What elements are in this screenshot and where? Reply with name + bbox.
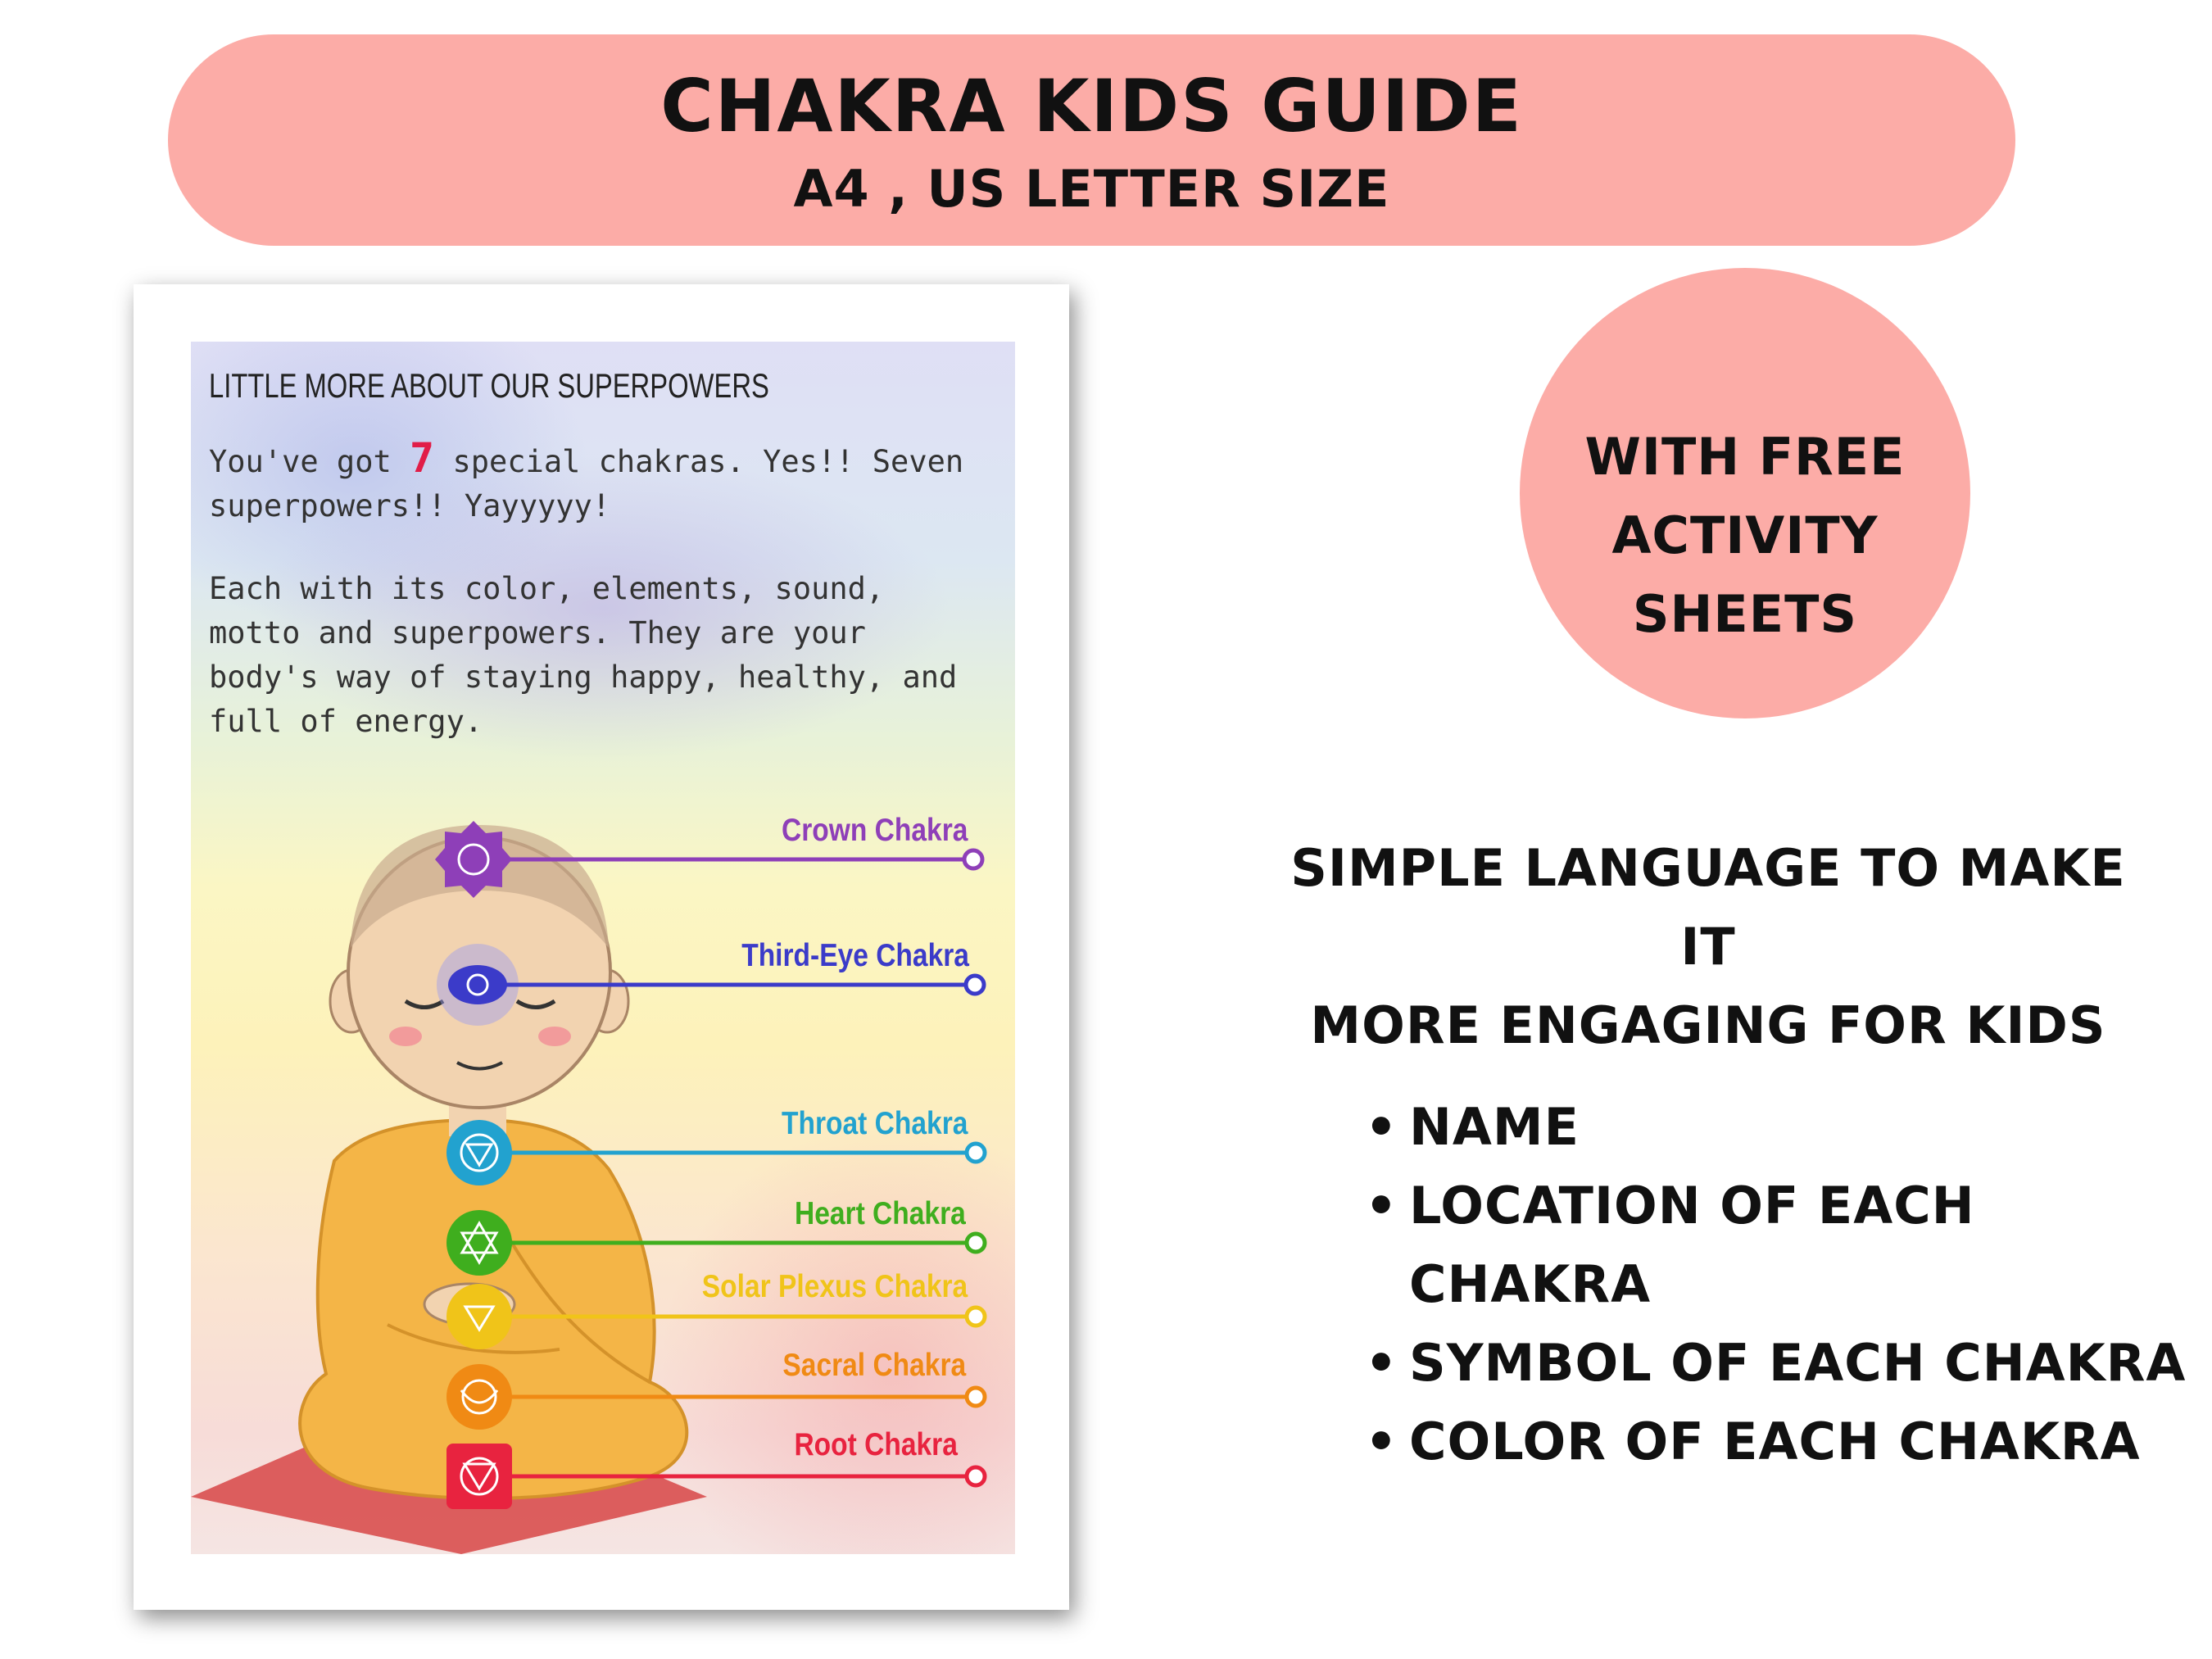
chakra-count: 7 [410,434,435,482]
feature-line-2: MORE ENGAGING FOR KIDS [1310,995,2106,1055]
chakra-label-throat: Throat Chakra [781,1106,968,1141]
list-item [1360,1403,2186,1481]
chakra-label-root: Root Chakra [794,1427,958,1462]
crown-chakra-icon [435,821,512,898]
list-item [1360,1167,2186,1324]
chakra-label-solar-plexus: Solar Plexus Chakra [701,1269,968,1304]
third-eye-chakra-icon [448,965,507,1004]
list-item [1360,1088,2186,1167]
watercolor-page [191,342,1015,1554]
list-item-text: NAME [1409,1097,1580,1157]
list-item-text: CHAKRA [1409,1254,1652,1314]
free-activity-badge [1520,268,1970,718]
list-item [1360,1324,2186,1403]
banner-subtitle: A4 , US LETTER SIZE [793,159,1390,219]
list-item-text: • LOCATION OF EACH [1409,1176,1975,1235]
cheek-blush [389,1027,422,1046]
throat-chakra-icon [446,1120,512,1185]
heart-chakra-icon [446,1210,512,1276]
intro-text-before: You've got [209,444,392,479]
banner-title: CHAKRA KIDS GUIDE [660,64,1523,148]
sacral-chakra-icon [446,1364,512,1430]
feature-line-1: SIMPLE LANGUAGE TO MAKE IT [1290,838,2126,977]
badge-line-1: WITH FREE [1584,427,1906,487]
chakra-label-heart: Heart Chakra [795,1196,966,1231]
chakra-label-third-eye: Third-Eye Chakra [741,938,969,973]
root-chakra-icon [446,1444,512,1509]
solar-plexus-chakra-icon [446,1284,512,1349]
document-preview [134,284,1069,1610]
title-banner [168,34,2015,246]
chakra-label-crown: Crown Chakra [781,813,968,848]
document-heading: LITTLE MORE ABOUT OUR SUPERPOWERS [209,366,769,405]
feature-heading [1278,829,2138,1065]
description-paragraph: Each with its color, elements, sound, motto and superpowers. They are your body's way of staying happy, healthy, and full of energy. [209,571,958,739]
list-item-text: SYMBOL OF EACH CHAKRA [1409,1333,2187,1393]
badge-line-2: ACTIVITY SHEETS [1611,505,1879,644]
chakra-label-sacral: Sacral Chakra [782,1348,966,1383]
intro-text-after: special chakras. Yes!! Seven superpowers!! Yayyyyy! [209,444,964,524]
cheek-blush [538,1027,571,1046]
list-item-text: COLOR OF EACH CHAKRA [1409,1412,2141,1471]
feature-list [1360,1088,2186,1481]
